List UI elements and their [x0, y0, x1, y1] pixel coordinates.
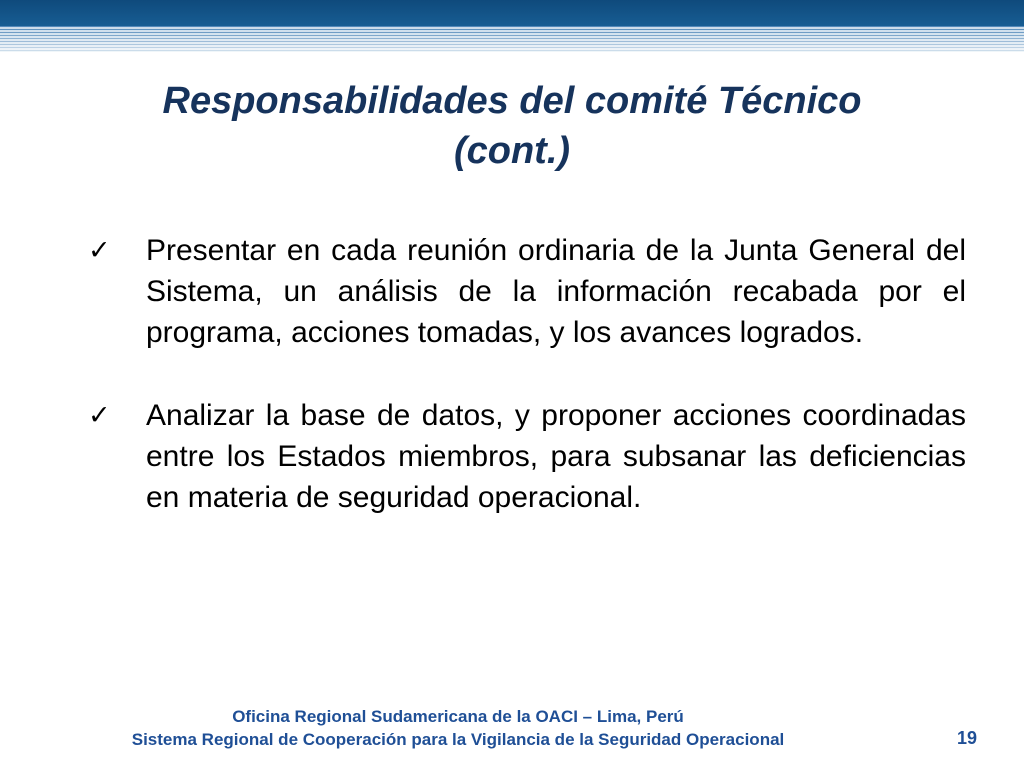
footer-line-system: Sistema Regional de Cooperación para la Vigilancia de la Seguridad Operacional	[131, 730, 785, 749]
slide-title	[60, 76, 964, 176]
bullet-list	[88, 230, 966, 560]
bullet-text: Analizar la base de datos, y proponer acciones coordinadas entre los Estados miembros, para subsanar las deficiencias en materia de seguridad operacional.	[146, 399, 966, 514]
slide-title-line-2: (cont.)	[453, 130, 571, 172]
check-mark-icon: ✓	[88, 400, 111, 431]
bullet-text: Presentar en cada reunión ordinaria de la Junta General del Sistema, un análisis de la información recabada por el programa, acciones tomadas, y los avances logrados.	[146, 234, 966, 349]
footer-line-office: Oficina Regional Sudamericana de la OACI – Lima, Perú	[232, 707, 684, 726]
page-number: 19	[956, 728, 978, 748]
check-mark-icon: ✓	[88, 235, 111, 266]
header-dark-stripe	[0, 0, 1024, 26]
slide-footer	[100, 705, 816, 751]
header-fade	[0, 26, 1024, 52]
bullet-item	[88, 230, 966, 353]
bullet-item	[88, 395, 966, 518]
header-decorative-band	[0, 0, 1024, 52]
slide-title-line-1: Responsabilidades del comité Técnico	[162, 80, 862, 122]
